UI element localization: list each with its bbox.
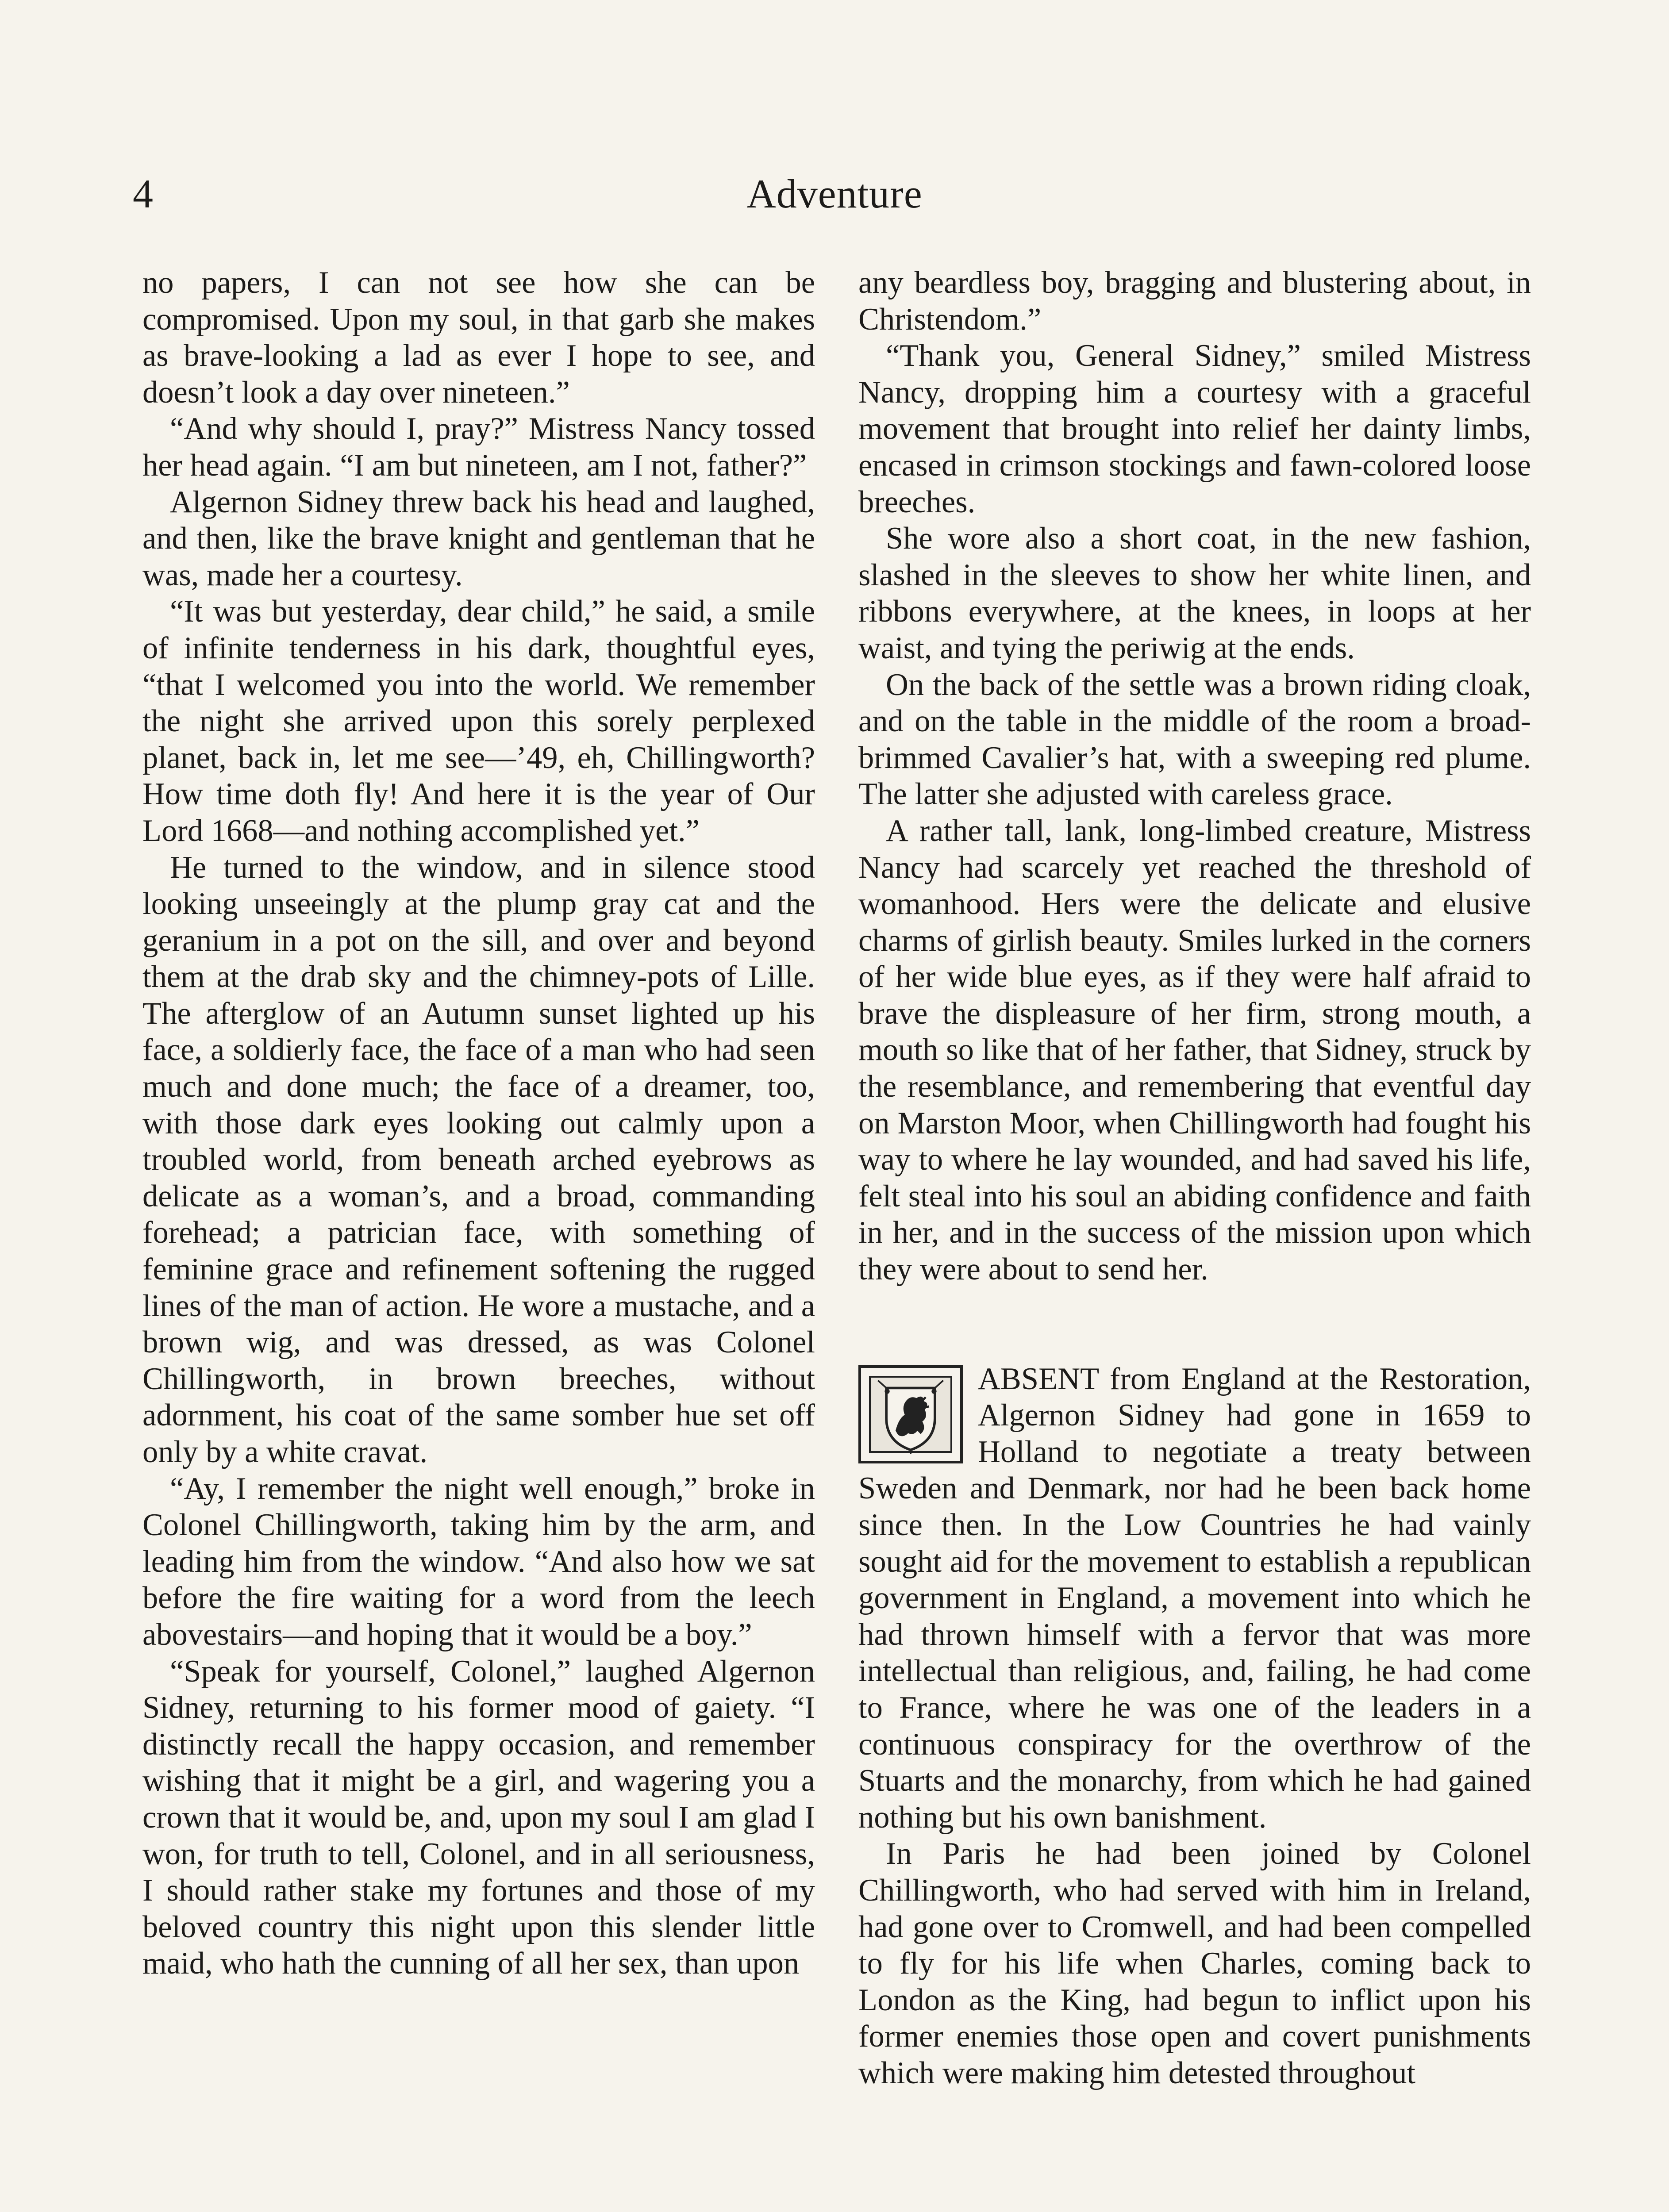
- paragraph: In Paris he had been joined by Colonel Chillingworth, who had served with him in Ireland, had gone over to Cromwell, and had been compelled to fly for his life when Charles, coming back to London as the King, had begun to inflict upon his former enemies those open and covert punishments which were making him detested throughout: [858, 1836, 1531, 2090]
- paragraph-text: from England at the Restoration, Algernon Sidney had gone in 1659 to Holland to negotiate a treaty between Sweden and Denmark, nor had he been back home since then. In the Low Countries he had vainly sought aid for the movement to establish a republican government in England, a movement into which he had thrown himself with a fervor that was more intellectual than religious, and, failing, he had come to France, where he was one of the leaders in a continuous conspiracy for the overthrow of the Stuarts and the monarchy, from which he had gained nothing but his own banishment.: [858, 1361, 1531, 1835]
- paragraph: no papers, I can not see how she can be compromised. Upon my soul, in that garb she makes as brave-looking a lad as ever I hope to see, and doesn’t look a day over nineteen.”: [142, 265, 815, 410]
- right-column: [858, 265, 1531, 2092]
- page-number: 4: [133, 171, 153, 216]
- paragraph: any beardless boy, bragging and blustering about, in Christendom.”: [858, 265, 1531, 337]
- paragraph: On the back of the settle was a brown riding cloak, and on the table in the middle of the room a broad-brimmed Cavalier’s hat, with a sweeping red plume. The latter she adjusted with careless grace.: [858, 667, 1531, 812]
- paragraph: “Thank you, General Sidney,” smiled Mistress Nancy, dropping him a courtesy with a graceful movement that brought into relief her dainty limbs, encased in crimson stockings and fawn-colored loose breeches.: [858, 338, 1531, 519]
- paragraph: “Ay, I remember the night well enough,” broke in Colonel Chillingworth, taking him by the arm, and leading him from the window. “And also how we sat before the fire waiting for a word from the leech abovestairs—and hoping that it would be a boy.”: [142, 1471, 815, 1652]
- lead-word: ABSENT: [978, 1361, 1099, 1396]
- section-opening-paragraph: [858, 1361, 1531, 1836]
- paragraph: “Speak for yourself, Colonel,” laughed Algernon Sidney, returning to his former mood of gaiety. “I distinctly recall the happy occasion, and remember wishing that it might be a girl, and wagering you a crown that it would be, and, upon my soul I am glad I won, for truth to tell, Colonel, and in all seriousness, I should rather stake my fortunes and those of my beloved country this night upon this slender little maid, who hath the cunning of all her sex, than upon: [142, 1654, 815, 1981]
- paragraph: “And why should I, pray?” Mistress Nancy tossed her head again. “I am but nineteen, am I not, father?”: [142, 411, 815, 483]
- paragraph: She wore also a short coat, in the new fashion, slashed in the sleeves to show her white linen, and ribbons everywhere, at the knees, in loops at her waist, and tying the periwig at the ends.: [858, 521, 1531, 665]
- running-title: Adventure: [746, 171, 923, 216]
- left-column: [142, 265, 815, 1982]
- paragraph: A rather tall, lank, long-limbed creature, Mistress Nancy had scarcely yet reached the threshold of womanhood. Hers were the delicate and elusive charms of girlish beauty. Smiles lurked in the corners of her wide blue eyes, as if they were half afraid to brave the displeasure of her firm, strong mouth, a mouth so like that of her father, that Sidney, struck by the resemblance, and remembering that eventful day on Marston Moor, when Chillingworth had fought his way to where he lay wounded, and had saved his life, felt steal into his soul an abiding confidence and faith in her, and in the success of the mission upon which they were about to send her.: [858, 813, 1531, 1287]
- paragraph: “It was but yesterday, dear child,” he said, a smile of infinite tenderness in his dark, thoughtful eyes, “that I welcomed you into the world. We remember the night she arrived upon this sorely perplexed planet, back in, let me see—’49, eh, Chillingworth? How time doth fly! And here it is the year of Our Lord 1668—and nothing accomplished yet.”: [142, 594, 815, 848]
- paragraph: He turned to the window, and in silence stood looking unseeingly at the plump gray cat and the geranium in a pot on the sill, and over and beyond them at the drab sky and the chimney-pots of Lille. The afterglow of an Autumn sunset lighted up his face, a soldierly face, the face of a man who had seen much and done much; the face of a dreamer, too, with those dark eyes looking out calmly upon a troubled world, from beneath arched eyebrows as delicate as a woman’s, and a broad, commanding forehead; a patrician face, with something of feminine grace and refinement softening the rugged lines of the man of action. He wore a mustache, and a brown wig, and was dressed, as was Colonel Chillingworth, in brown breeches, without adornment, his coat of the same somber hue set off only by a white cravat.: [142, 850, 815, 1469]
- paragraph: Algernon Sidney threw back his head and laughed, and then, like the brave knight and gentleman that he was, made her a courtesy.: [142, 484, 815, 592]
- heraldic-lion-shield-icon: [858, 1365, 963, 1463]
